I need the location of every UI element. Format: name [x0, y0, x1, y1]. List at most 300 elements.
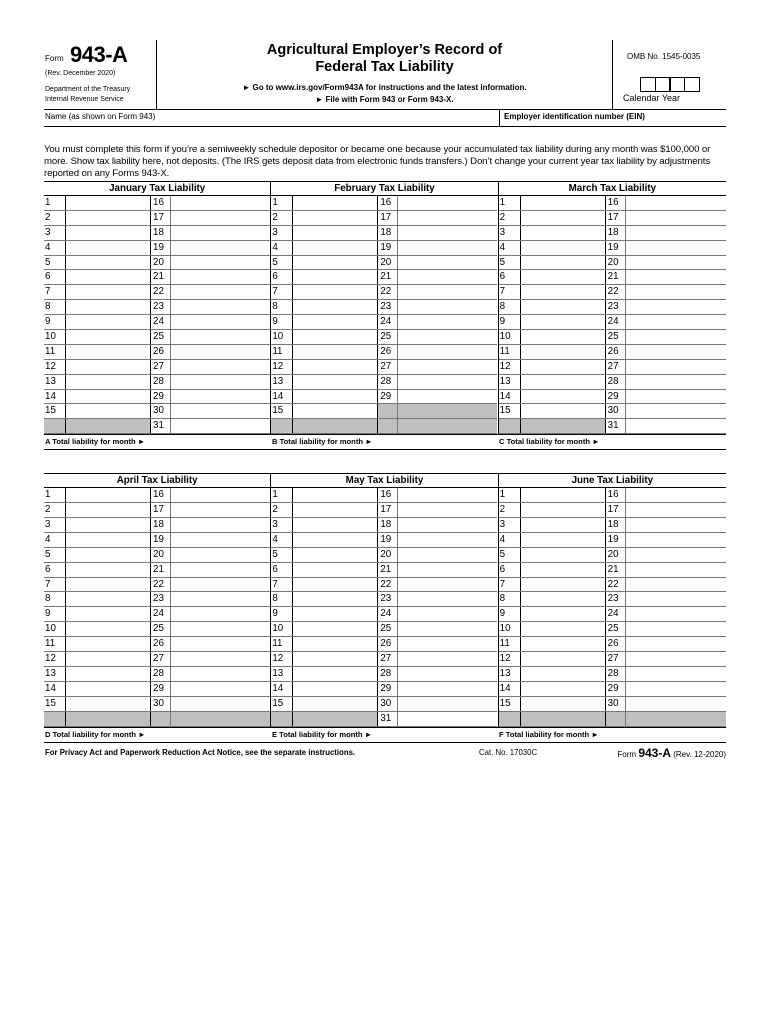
day-entry-5[interactable] — [499, 256, 606, 271]
amount-field[interactable] — [293, 667, 378, 681]
day-entry-8[interactable] — [44, 300, 151, 315]
amount-field[interactable] — [398, 712, 497, 726]
amount-field[interactable] — [293, 652, 378, 666]
amount-field[interactable] — [398, 315, 497, 329]
amount-field[interactable] — [626, 315, 726, 329]
day-entry-23[interactable] — [606, 592, 726, 607]
amount-field[interactable] — [626, 563, 726, 577]
amount-field[interactable] — [171, 285, 270, 299]
amount-field[interactable] — [171, 300, 270, 314]
calendar-year-input[interactable] — [640, 77, 698, 92]
amount-field[interactable] — [626, 652, 726, 666]
amount-field[interactable] — [398, 345, 497, 359]
amount-field[interactable] — [293, 270, 378, 284]
day-entry-20[interactable] — [151, 256, 270, 271]
day-entry-27[interactable] — [378, 652, 497, 667]
amount-field[interactable] — [398, 578, 497, 592]
amount-field[interactable] — [293, 622, 378, 636]
amount-field[interactable] — [398, 330, 497, 344]
amount-field[interactable] — [293, 285, 378, 299]
amount-field[interactable] — [66, 241, 151, 255]
day-entry-14[interactable] — [271, 390, 378, 405]
day-entry-22[interactable] — [378, 285, 497, 300]
amount-field[interactable] — [626, 419, 726, 433]
day-entry-25[interactable] — [151, 330, 270, 345]
day-entry-15[interactable] — [271, 697, 378, 712]
amount-field[interactable] — [521, 375, 606, 389]
amount-field[interactable] — [521, 270, 606, 284]
amount-field[interactable] — [293, 518, 378, 532]
amount-field[interactable] — [398, 390, 497, 404]
day-entry-21[interactable] — [378, 563, 497, 578]
amount-field[interactable] — [66, 315, 151, 329]
amount-field[interactable] — [521, 211, 606, 225]
day-entry-2[interactable] — [44, 503, 151, 518]
amount-field[interactable] — [66, 345, 151, 359]
amount-field[interactable] — [521, 390, 606, 404]
day-entry-31[interactable] — [378, 712, 497, 727]
amount-field[interactable] — [293, 196, 378, 210]
amount-field[interactable] — [521, 652, 606, 666]
day-entry-19[interactable] — [378, 533, 497, 548]
amount-field[interactable] — [293, 241, 378, 255]
day-entry-17[interactable] — [151, 503, 270, 518]
day-entry-21[interactable] — [606, 563, 726, 578]
amount-field[interactable] — [66, 226, 151, 240]
amount-field[interactable] — [66, 375, 151, 389]
day-entry-18[interactable] — [606, 518, 726, 533]
day-entry-4[interactable] — [44, 533, 151, 548]
amount-field[interactable] — [66, 607, 151, 621]
day-entry-1[interactable] — [44, 196, 151, 211]
amount-field[interactable] — [626, 637, 726, 651]
amount-field[interactable] — [626, 533, 726, 547]
amount-field[interactable] — [626, 211, 726, 225]
amount-field[interactable] — [521, 330, 606, 344]
name-field[interactable]: Name (as shown on Form 943) — [45, 112, 156, 121]
day-entry-1[interactable] — [271, 488, 378, 503]
amount-field[interactable] — [293, 563, 378, 577]
amount-field[interactable] — [398, 667, 497, 681]
amount-field[interactable] — [626, 404, 726, 418]
day-entry-5[interactable] — [44, 256, 151, 271]
day-entry-22[interactable] — [151, 285, 270, 300]
day-entry-4[interactable] — [44, 241, 151, 256]
amount-field[interactable] — [293, 548, 378, 562]
amount-field[interactable] — [66, 697, 151, 711]
amount-field[interactable] — [293, 345, 378, 359]
day-entry-8[interactable] — [271, 300, 378, 315]
amount-field[interactable] — [521, 300, 606, 314]
day-entry-25[interactable] — [606, 622, 726, 637]
day-entry-3[interactable] — [271, 518, 378, 533]
amount-field[interactable] — [293, 503, 378, 517]
day-entry-12[interactable] — [499, 360, 606, 375]
day-entry-11[interactable] — [44, 637, 151, 652]
day-entry-22[interactable] — [151, 578, 270, 593]
day-entry-6[interactable] — [499, 563, 606, 578]
amount-field[interactable] — [171, 419, 270, 433]
day-entry-3[interactable] — [499, 226, 606, 241]
amount-field[interactable] — [521, 360, 606, 374]
amount-field[interactable] — [626, 592, 726, 606]
day-entry-8[interactable] — [499, 592, 606, 607]
day-entry-2[interactable] — [44, 211, 151, 226]
amount-field[interactable] — [398, 622, 497, 636]
day-entry-16[interactable] — [606, 196, 726, 211]
day-entry-1[interactable] — [499, 488, 606, 503]
amount-field[interactable] — [398, 241, 497, 255]
day-entry-14[interactable] — [499, 682, 606, 697]
day-entry-13[interactable] — [271, 667, 378, 682]
day-entry-7[interactable] — [499, 578, 606, 593]
ein-field[interactable]: Employer identification number (EIN) — [499, 110, 645, 126]
day-entry-29[interactable] — [606, 390, 726, 405]
day-entry-30[interactable] — [606, 404, 726, 419]
day-entry-6[interactable] — [271, 270, 378, 285]
day-entry-4[interactable] — [499, 241, 606, 256]
day-entry-11[interactable] — [271, 637, 378, 652]
day-entry-12[interactable] — [271, 360, 378, 375]
day-entry-25[interactable] — [378, 622, 497, 637]
day-entry-9[interactable] — [44, 315, 151, 330]
day-entry-2[interactable] — [271, 211, 378, 226]
amount-field[interactable] — [521, 622, 606, 636]
day-entry-7[interactable] — [44, 578, 151, 593]
day-entry-25[interactable] — [378, 330, 497, 345]
amount-field[interactable] — [66, 300, 151, 314]
amount-field[interactable] — [171, 360, 270, 374]
day-entry-3[interactable] — [44, 226, 151, 241]
day-entry-28[interactable] — [378, 375, 497, 390]
day-entry-3[interactable] — [499, 518, 606, 533]
day-entry-15[interactable] — [44, 404, 151, 419]
amount-field[interactable] — [171, 196, 270, 210]
amount-field[interactable] — [398, 211, 497, 225]
amount-field[interactable] — [626, 330, 726, 344]
amount-field[interactable] — [398, 375, 497, 389]
day-entry-16[interactable] — [151, 196, 270, 211]
amount-field[interactable] — [171, 622, 270, 636]
day-entry-18[interactable] — [606, 226, 726, 241]
amount-field[interactable] — [171, 652, 270, 666]
day-entry-19[interactable] — [606, 241, 726, 256]
amount-field[interactable] — [293, 404, 378, 418]
amount-field[interactable] — [521, 488, 606, 502]
amount-field[interactable] — [626, 548, 726, 562]
day-entry-17[interactable] — [378, 503, 497, 518]
amount-field[interactable] — [66, 404, 151, 418]
day-entry-5[interactable] — [271, 548, 378, 563]
day-entry-9[interactable] — [499, 607, 606, 622]
day-entry-23[interactable] — [151, 300, 270, 315]
amount-field[interactable] — [398, 652, 497, 666]
day-entry-8[interactable] — [271, 592, 378, 607]
amount-field[interactable] — [171, 548, 270, 562]
amount-field[interactable] — [398, 503, 497, 517]
day-entry-15[interactable] — [44, 697, 151, 712]
day-entry-28[interactable] — [151, 375, 270, 390]
amount-field[interactable] — [293, 682, 378, 696]
amount-field[interactable] — [293, 300, 378, 314]
day-entry-1[interactable] — [44, 488, 151, 503]
amount-field[interactable] — [398, 682, 497, 696]
day-entry-24[interactable] — [378, 607, 497, 622]
amount-field[interactable] — [521, 682, 606, 696]
day-entry-5[interactable] — [44, 548, 151, 563]
amount-field[interactable] — [521, 563, 606, 577]
day-entry-12[interactable] — [44, 652, 151, 667]
amount-field[interactable] — [171, 518, 270, 532]
day-entry-10[interactable] — [44, 622, 151, 637]
amount-field[interactable] — [626, 697, 726, 711]
amount-field[interactable] — [66, 682, 151, 696]
day-entry-31[interactable] — [151, 419, 270, 434]
day-entry-21[interactable] — [151, 270, 270, 285]
amount-field[interactable] — [626, 256, 726, 270]
amount-field[interactable] — [66, 652, 151, 666]
day-entry-17[interactable] — [606, 211, 726, 226]
day-entry-29[interactable] — [606, 682, 726, 697]
amount-field[interactable] — [66, 285, 151, 299]
amount-field[interactable] — [66, 518, 151, 532]
day-entry-14[interactable] — [499, 390, 606, 405]
day-entry-26[interactable] — [606, 637, 726, 652]
amount-field[interactable] — [66, 270, 151, 284]
amount-field[interactable] — [626, 518, 726, 532]
day-entry-28[interactable] — [378, 667, 497, 682]
amount-field[interactable] — [626, 607, 726, 621]
amount-field[interactable] — [66, 578, 151, 592]
day-entry-9[interactable] — [499, 315, 606, 330]
amount-field[interactable] — [626, 196, 726, 210]
day-entry-30[interactable] — [606, 697, 726, 712]
amount-field[interactable] — [521, 256, 606, 270]
day-entry-22[interactable] — [606, 285, 726, 300]
amount-field[interactable] — [626, 300, 726, 314]
goto-line[interactable]: ► Go to www.irs.gov/Form943A for instructions and the latest information. — [242, 83, 527, 92]
amount-field[interactable] — [521, 345, 606, 359]
day-entry-14[interactable] — [271, 682, 378, 697]
amount-field[interactable] — [626, 503, 726, 517]
day-entry-26[interactable] — [378, 637, 497, 652]
day-entry-13[interactable] — [44, 667, 151, 682]
day-entry-20[interactable] — [606, 548, 726, 563]
amount-field[interactable] — [293, 211, 378, 225]
day-entry-3[interactable] — [271, 226, 378, 241]
day-entry-5[interactable] — [499, 548, 606, 563]
amount-field[interactable] — [521, 518, 606, 532]
day-entry-20[interactable] — [378, 548, 497, 563]
amount-field[interactable] — [66, 592, 151, 606]
day-entry-7[interactable] — [499, 285, 606, 300]
day-entry-2[interactable] — [499, 503, 606, 518]
day-entry-19[interactable] — [151, 533, 270, 548]
day-entry-21[interactable] — [606, 270, 726, 285]
day-entry-19[interactable] — [378, 241, 497, 256]
amount-field[interactable] — [398, 270, 497, 284]
amount-field[interactable] — [293, 488, 378, 502]
amount-field[interactable] — [626, 270, 726, 284]
day-entry-31[interactable] — [606, 419, 726, 434]
day-entry-24[interactable] — [606, 315, 726, 330]
amount-field[interactable] — [521, 285, 606, 299]
amount-field[interactable] — [171, 241, 270, 255]
day-entry-18[interactable] — [151, 226, 270, 241]
day-entry-20[interactable] — [151, 548, 270, 563]
day-entry-13[interactable] — [44, 375, 151, 390]
amount-field[interactable] — [293, 390, 378, 404]
day-entry-23[interactable] — [378, 592, 497, 607]
day-entry-22[interactable] — [378, 578, 497, 593]
amount-field[interactable] — [626, 622, 726, 636]
amount-field[interactable] — [398, 533, 497, 547]
day-entry-9[interactable] — [271, 607, 378, 622]
amount-field[interactable] — [293, 375, 378, 389]
day-entry-25[interactable] — [606, 330, 726, 345]
amount-field[interactable] — [626, 345, 726, 359]
day-entry-24[interactable] — [151, 607, 270, 622]
day-entry-25[interactable] — [151, 622, 270, 637]
day-entry-17[interactable] — [378, 211, 497, 226]
amount-field[interactable] — [66, 637, 151, 651]
amount-field[interactable] — [521, 592, 606, 606]
amount-field[interactable] — [398, 697, 497, 711]
amount-field[interactable] — [171, 488, 270, 502]
amount-field[interactable] — [293, 637, 378, 651]
amount-field[interactable] — [398, 360, 497, 374]
day-entry-15[interactable] — [271, 404, 378, 419]
day-entry-7[interactable] — [44, 285, 151, 300]
day-entry-1[interactable] — [271, 196, 378, 211]
amount-field[interactable] — [171, 211, 270, 225]
amount-field[interactable] — [398, 256, 497, 270]
day-entry-8[interactable] — [499, 300, 606, 315]
day-entry-18[interactable] — [378, 518, 497, 533]
day-entry-10[interactable] — [44, 330, 151, 345]
amount-field[interactable] — [521, 607, 606, 621]
day-entry-27[interactable] — [151, 360, 270, 375]
day-entry-20[interactable] — [606, 256, 726, 271]
day-entry-14[interactable] — [44, 682, 151, 697]
amount-field[interactable] — [171, 667, 270, 681]
day-entry-26[interactable] — [606, 345, 726, 360]
day-entry-21[interactable] — [151, 563, 270, 578]
day-entry-26[interactable] — [151, 637, 270, 652]
amount-field[interactable] — [521, 241, 606, 255]
amount-field[interactable] — [171, 270, 270, 284]
day-entry-15[interactable] — [499, 404, 606, 419]
day-entry-24[interactable] — [151, 315, 270, 330]
amount-field[interactable] — [293, 360, 378, 374]
day-entry-10[interactable] — [499, 330, 606, 345]
amount-field[interactable] — [171, 637, 270, 651]
day-entry-29[interactable] — [378, 682, 497, 697]
amount-field[interactable] — [171, 607, 270, 621]
amount-field[interactable] — [398, 300, 497, 314]
day-entry-17[interactable] — [606, 503, 726, 518]
amount-field[interactable] — [626, 682, 726, 696]
day-entry-24[interactable] — [606, 607, 726, 622]
amount-field[interactable] — [171, 226, 270, 240]
day-entry-16[interactable] — [606, 488, 726, 503]
day-entry-16[interactable] — [151, 488, 270, 503]
amount-field[interactable] — [398, 488, 497, 502]
day-entry-12[interactable] — [271, 652, 378, 667]
amount-field[interactable] — [66, 360, 151, 374]
amount-field[interactable] — [398, 196, 497, 210]
amount-field[interactable] — [626, 578, 726, 592]
day-entry-28[interactable] — [606, 375, 726, 390]
amount-field[interactable] — [66, 667, 151, 681]
day-entry-20[interactable] — [378, 256, 497, 271]
day-entry-9[interactable] — [44, 607, 151, 622]
amount-field[interactable] — [66, 390, 151, 404]
amount-field[interactable] — [398, 592, 497, 606]
day-entry-8[interactable] — [44, 592, 151, 607]
day-entry-2[interactable] — [271, 503, 378, 518]
day-entry-18[interactable] — [151, 518, 270, 533]
amount-field[interactable] — [398, 548, 497, 562]
amount-field[interactable] — [293, 256, 378, 270]
day-entry-19[interactable] — [151, 241, 270, 256]
day-entry-15[interactable] — [499, 697, 606, 712]
day-entry-21[interactable] — [378, 270, 497, 285]
day-entry-27[interactable] — [606, 360, 726, 375]
day-entry-7[interactable] — [271, 578, 378, 593]
amount-field[interactable] — [398, 285, 497, 299]
amount-field[interactable] — [626, 360, 726, 374]
day-entry-29[interactable] — [151, 390, 270, 405]
day-entry-4[interactable] — [271, 533, 378, 548]
day-entry-11[interactable] — [499, 637, 606, 652]
day-entry-13[interactable] — [499, 375, 606, 390]
amount-field[interactable] — [626, 241, 726, 255]
amount-field[interactable] — [171, 345, 270, 359]
amount-field[interactable] — [293, 697, 378, 711]
amount-field[interactable] — [521, 548, 606, 562]
amount-field[interactable] — [521, 404, 606, 418]
amount-field[interactable] — [521, 578, 606, 592]
day-entry-26[interactable] — [151, 345, 270, 360]
amount-field[interactable] — [171, 697, 270, 711]
amount-field[interactable] — [398, 563, 497, 577]
amount-field[interactable] — [66, 533, 151, 547]
amount-field[interactable] — [171, 533, 270, 547]
day-entry-6[interactable] — [44, 270, 151, 285]
amount-field[interactable] — [626, 285, 726, 299]
day-entry-16[interactable] — [378, 488, 497, 503]
day-entry-16[interactable] — [378, 196, 497, 211]
day-entry-12[interactable] — [499, 652, 606, 667]
day-entry-3[interactable] — [44, 518, 151, 533]
day-entry-2[interactable] — [499, 211, 606, 226]
day-entry-27[interactable] — [378, 360, 497, 375]
amount-field[interactable] — [293, 578, 378, 592]
day-entry-27[interactable] — [151, 652, 270, 667]
day-entry-23[interactable] — [606, 300, 726, 315]
day-entry-13[interactable] — [271, 375, 378, 390]
day-entry-19[interactable] — [606, 533, 726, 548]
day-entry-7[interactable] — [271, 285, 378, 300]
amount-field[interactable] — [398, 637, 497, 651]
day-entry-13[interactable] — [499, 667, 606, 682]
amount-field[interactable] — [521, 226, 606, 240]
amount-field[interactable] — [66, 622, 151, 636]
day-entry-6[interactable] — [44, 563, 151, 578]
amount-field[interactable] — [293, 315, 378, 329]
day-entry-30[interactable] — [378, 697, 497, 712]
